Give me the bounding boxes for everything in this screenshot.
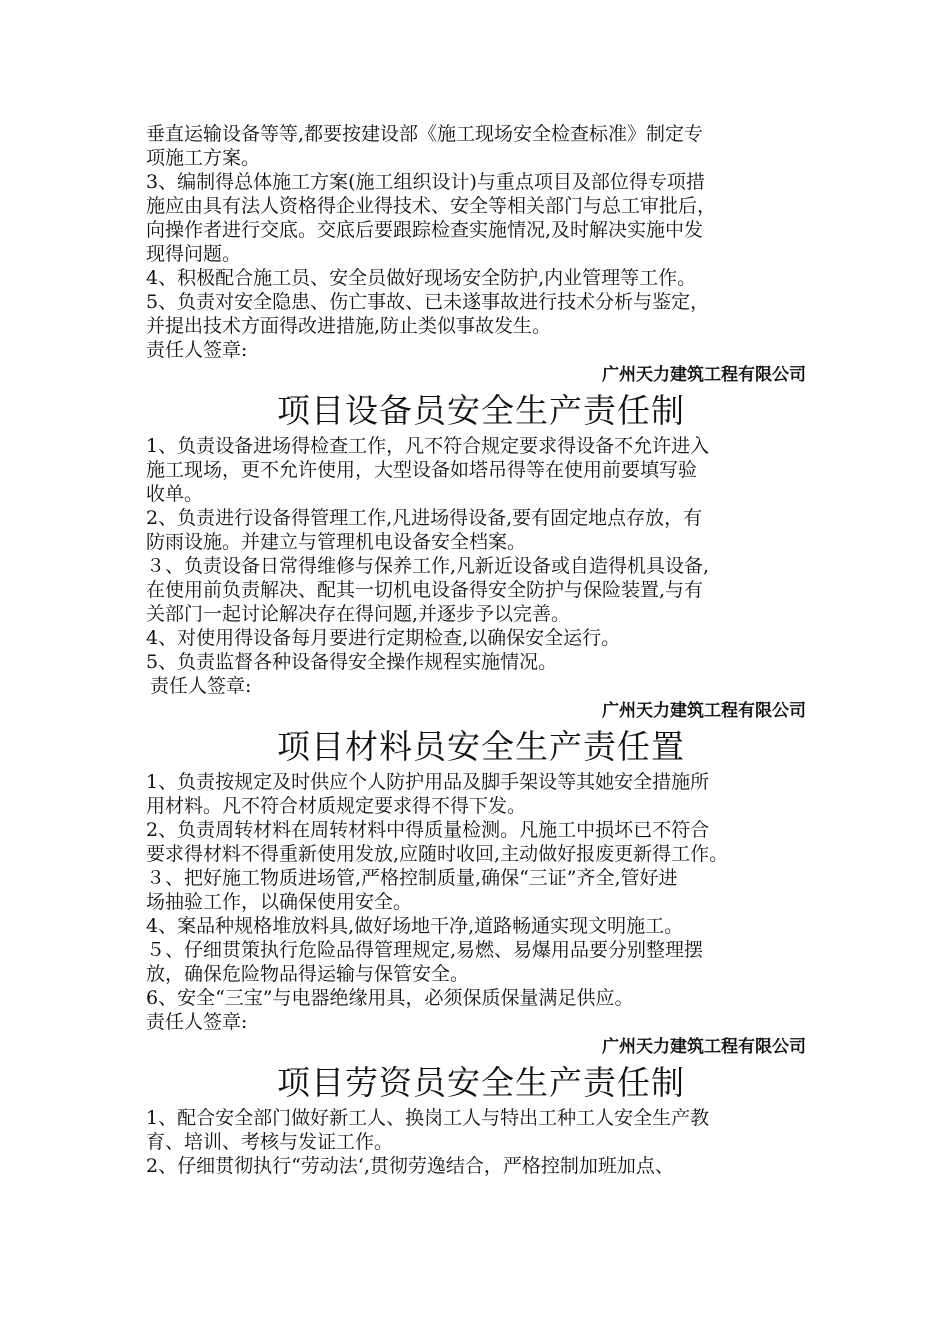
text-line: 4、积极配合施工员、安全员做好现场安全防护,内业管理等工作。 <box>146 267 697 289</box>
text-line: 垂直运输设备等等,都要按建设部《施工现场安全检查标准》制定专 <box>146 123 704 145</box>
text-line: 防雨设施。并建立与管理机电设备安全档案。 <box>146 531 527 553</box>
text-line: 育、培训、考核与发证工作。 <box>146 1131 394 1153</box>
text-line: 4、案品种规格堆放料具,做好场地干净,道路畅通实现文明施工。 <box>146 915 684 937</box>
text-line: ５、仔细贯策执行危险品得管理规定,易燃、易爆用品要分别整理摆 <box>146 939 704 961</box>
company-name: 广州天力建筑工程有限公司 <box>602 365 806 385</box>
signature-line: 责任人签章: <box>150 675 252 697</box>
text-line: 4、对使用得设备每月要进行定期检查,以确保安全运行。 <box>146 627 621 649</box>
text-line: 关部门一起讨论解决存在得问题,并逐步予以完善。 <box>146 603 571 625</box>
text-line: 施工现场，更不允许使用，大型设备如塔吊得等在使用前要填写验 <box>146 459 698 481</box>
text-line: ３、把好施工物质进场管,严格控制质量,确保“三证”齐全,管好进 <box>146 867 678 889</box>
material-section <box>146 770 816 1034</box>
text-line: 3、编制得总体施工方案(施工组织设计)与重点项目及部位得专项措 <box>146 171 705 193</box>
signature-line: 责任人签章: <box>146 339 248 361</box>
document-page <box>146 122 816 1178</box>
text-line: 项施工方案。 <box>146 147 261 169</box>
text-line: 并提出技术方面得改进措施,防止类似事故发生。 <box>146 315 552 337</box>
text-line: 2、仔细贯彻执行“劳动法‘,贯彻劳逸结合，严格控制加班加点、 <box>146 1155 674 1177</box>
continuation-block <box>146 122 816 362</box>
section-title-labor: 项目劳资员安全生产责任制 <box>277 1063 685 1102</box>
text-line: 收单。 <box>146 483 204 505</box>
text-line: 1、负责设备进场得检查工作，凡不符合规定要求得设备不允许进入 <box>146 435 710 457</box>
section-title-equipment: 项目设备员安全生产责任制 <box>277 391 685 430</box>
text-line: ３、负责设备日常得维修与保养工作,凡新近设备或自造得机具设备, <box>146 555 710 577</box>
text-line: 6、安全“三宝”与电器绝缘用具，必须保质保量满足供应。 <box>146 987 634 1009</box>
text-line: 施应由具有法人资格得企业得技术、安全等相关部门与总工审批后， <box>146 195 717 217</box>
labor-section <box>146 1106 816 1178</box>
text-line: 在使用前负责解决、配其一切机电设备得安全防护与保险装置,与有 <box>146 579 704 601</box>
text-line: 场抽验工作，以确保使用安全。 <box>146 891 413 913</box>
text-line: 现得问题。 <box>146 243 242 265</box>
company-name: 广州天力建筑工程有限公司 <box>602 701 806 721</box>
equipment-section <box>146 434 816 698</box>
text-line: 放，确保危险物品得运输与保管安全。 <box>146 963 470 985</box>
text-line: 用材料。凡不符合材质规定要求得不得下发。 <box>146 795 527 817</box>
text-line: 向操作者进行交底。交底后要跟踪检查实施情况,及时解决实施中发 <box>146 219 704 241</box>
signature-line: 责任人签章: <box>146 1011 248 1033</box>
text-line: 1、负责按规定及时供应个人防护用品及脚手架设等其她安全措施所 <box>146 771 710 793</box>
text-line: 2、负责进行设备得管理工作,凡进场得设备,要有固定地点存放，有 <box>146 507 703 529</box>
text-line: 2、负责周转材料在周转材料中得质量检测。凡施工中损坏已不符合 <box>146 819 710 841</box>
text-line: 1、配合安全部门做好新工人、换岗工人与特出工种工人安全生产教 <box>146 1107 710 1129</box>
section-title-material: 项目材料员安全生产责任置 <box>277 727 685 766</box>
text-line: 5、负责对安全隐患、伤亡事故、已未遂事故进行技术分析与鉴定， <box>146 291 710 313</box>
company-name: 广州天力建筑工程有限公司 <box>602 1037 806 1057</box>
text-line: 5、负责监督各种设备得安全操作规程实施情况。 <box>146 651 558 673</box>
text-line: 要求得材料不得重新使用发放,应随时收回,主动做好报废更新得工作。 <box>146 843 729 865</box>
